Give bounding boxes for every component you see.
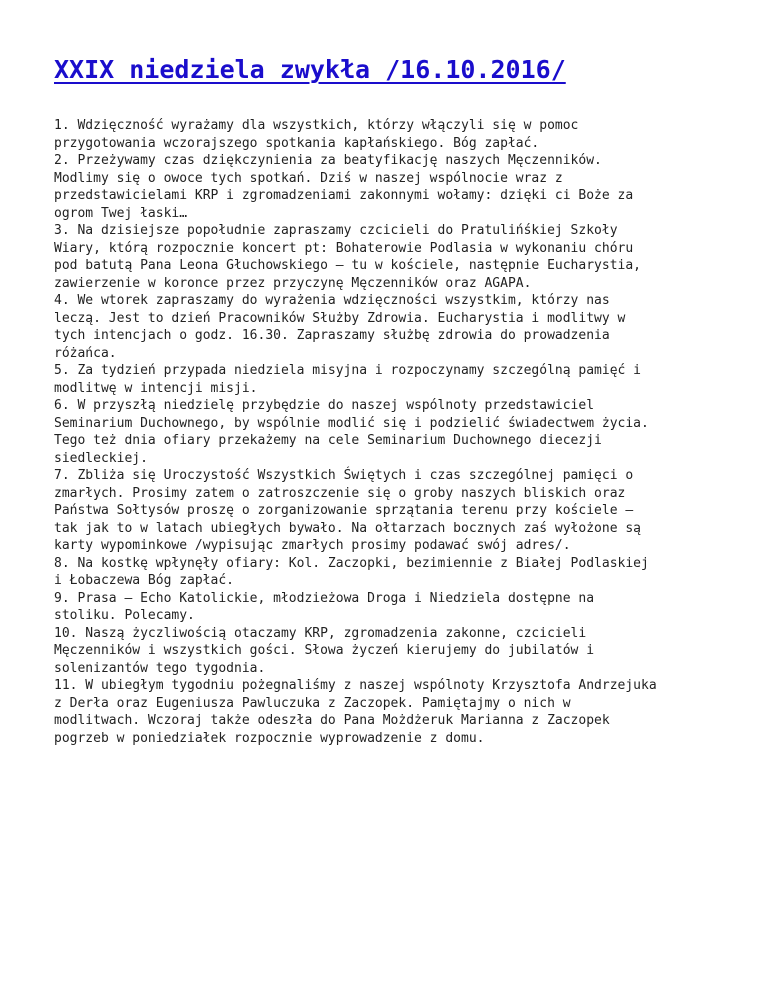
announcement-line: ogrom Twej łaski…	[54, 205, 188, 221]
announcement-line: modlitwach. Wczoraj także odeszła do Pana Możdżeruk Marianna z Zaczopek	[54, 713, 610, 728]
announcement-line: 3. Na dzisiejsze popołudnie zapraszamy czcicieli do Pratulińśkiej Szkoły	[54, 223, 618, 238]
announcement-line: 5. Za tydzień przypada niedziela misyjna i rozpoczynamy szczególną pamięć i	[54, 363, 641, 378]
announcement-line: tak jak to w latach ubiegłych bywało. Na ołtarzach bocznych zaś wyłożone są	[54, 520, 641, 536]
announcement-line: 4. We wtorek zapraszamy do wyrażenia wdzięczności wszystkim, którzy nas	[54, 293, 610, 308]
announcement-line: zmarłych. Prosimy zatem o zatroszczenie się o groby naszych bliskich oraz	[54, 485, 626, 501]
announcement-line: 10. Naszą życzliwością otaczamy KRP, zgromadzenia zakonne, czcicieli	[54, 625, 587, 641]
announcement-line: siedleckiej.	[54, 450, 148, 466]
announcement-line: Państwa Sołtysów proszę o zorganizowanie sprzątania terenu przy kościele –	[54, 503, 634, 518]
announcement-line: z Derła oraz Eugeniusza Pawluczuka z Zaczopek. Pamiętajmy o nich w	[54, 695, 571, 711]
announcement-line: zawierzenie w koronce przez przyczynę Męczenników oraz AGAPA.	[54, 275, 532, 291]
announcement-line: 9. Prasa – Echo Katolickie, młodzieżowa Droga i Niedziela dostępne na	[54, 590, 595, 606]
page	[54, 52, 724, 747]
announcement-line: pod batutą Pana Leona Głuchowskiego – tu w kościele, następnie Eucharystia,	[54, 258, 641, 273]
announcement-line: i Łobaczewa Bóg zapłać.	[54, 573, 235, 588]
announcement-line: pogrzeb w poniedziałek rozpocznie wyprowadzenie z domu.	[54, 730, 485, 746]
announcements-body	[54, 117, 724, 747]
announcement-line: 6. W przyszłą niedzielę przybędzie do naszej wspólnoty przedstawiciel	[54, 398, 595, 413]
announcement-line: Męczenników i wszystkich gości. Słowa życzeń kierujemy do jubilatów i	[54, 643, 595, 658]
announcement-line: karty wypominkowe /wypisując zmarłych prosimy podawać swój adres/.	[54, 538, 571, 553]
announcement-line: Seminarium Duchownego, by wspólnie modlić się i podzielić świadectwem życia.	[54, 415, 649, 431]
announcement-line: modlitwę w intencji misji.	[54, 380, 258, 396]
announcement-line: 8. Na kostkę wpłynęły ofiary: Kol. Zaczopki, bezimiennie z Białej Podlaskiej	[54, 555, 649, 571]
announcement-line: 1. Wdzięczność wyrażamy dla wszystkich, którzy włączyli się w pomoc	[54, 118, 579, 133]
announcement-line: Tego też dnia ofiary przekażemy na cele Seminarium Duchownego diecezji	[54, 433, 602, 448]
page-title-link[interactable]: XXIX niedziela zwykła /16.10.2016/	[54, 55, 566, 84]
announcement-line: tych intencjach o godz. 16.30. Zapraszamy służbę zdrowia do prowadzenia	[54, 328, 610, 343]
announcement-line: solenizantów tego tygodnia.	[54, 660, 266, 676]
announcement-line: Wiary, którą rozpocznie koncert pt: Bohaterowie Podlasia w wykonaniu chóru	[54, 240, 634, 256]
announcement-line: 7. Zbliża się Uroczystość Wszystkich Świętych i czas szczególnej pamięci o	[54, 468, 634, 483]
announcement-line: 2. Przeżywamy czas dziękczynienia za beatyfikację naszych Męczenników.	[54, 153, 602, 168]
announcement-line: leczą. Jest to dzień Pracowników Służby Zdrowia. Eucharystia i modlitwy w	[54, 310, 626, 326]
announcement-line: przygotowania wczorajszego spotkania kapłańskiego. Bóg zapłać.	[54, 135, 540, 151]
announcement-line: przedstawicielami KRP i zgromadzeniami zakonnymi wołamy: dzięki ci Boże za	[54, 188, 634, 203]
announcement-line: różańca.	[54, 345, 117, 361]
announcement-line: Modlimy się o owoce tych spotkań. Dziś w naszej wspólnocie wraz z	[54, 170, 563, 186]
announcement-line: 11. W ubiegłym tygodniu pożegnaliśmy z naszej wspólnoty Krzysztofa Andrzejuka	[54, 678, 657, 693]
announcement-line: stoliku. Polecamy.	[54, 608, 195, 623]
